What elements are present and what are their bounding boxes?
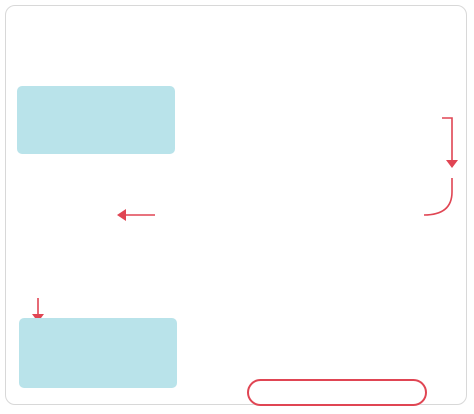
bottom-right-connector-line	[424, 178, 452, 215]
left-connector-arrow-head	[117, 209, 126, 221]
right-connector-arrow-head	[446, 160, 458, 168]
footer-label	[247, 379, 427, 406]
right-connector-line	[442, 118, 452, 162]
end-box	[19, 318, 177, 388]
